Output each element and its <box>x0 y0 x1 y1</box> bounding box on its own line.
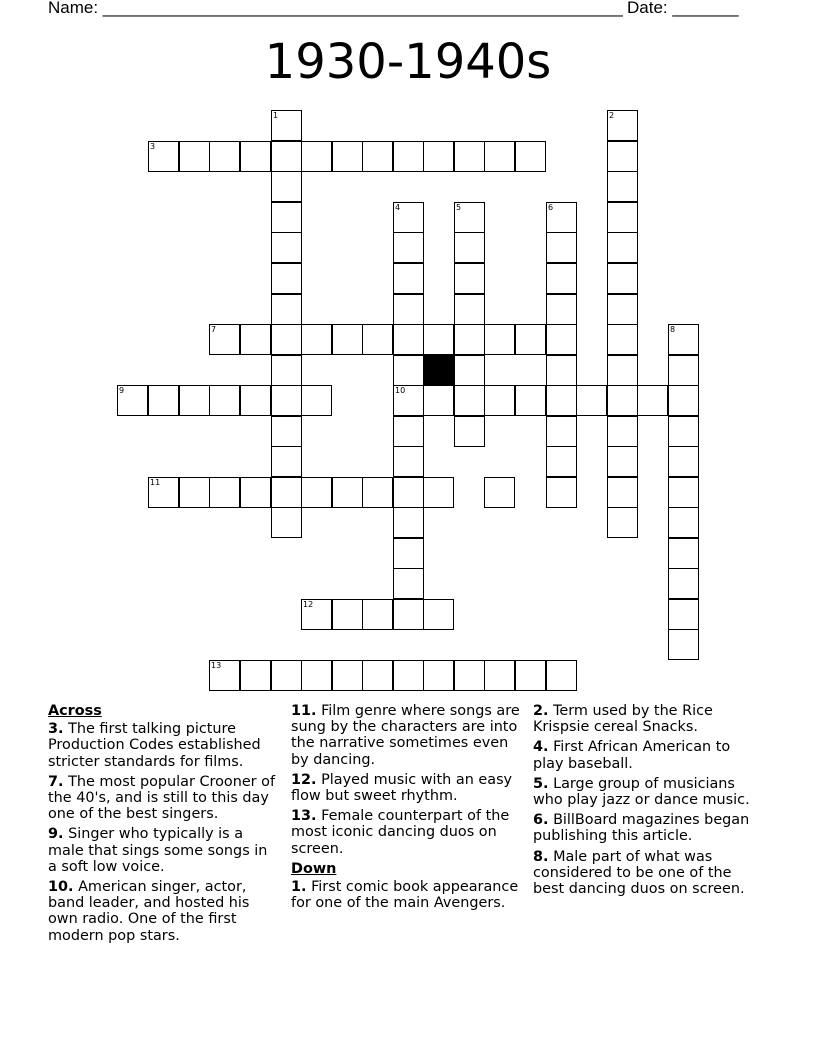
grid-cell[interactable] <box>301 141 332 172</box>
clue-number: 9 <box>119 386 125 395</box>
grid-cell[interactable] <box>607 507 638 538</box>
grid-cell[interactable] <box>668 629 699 660</box>
clue-number: 11 <box>150 478 161 487</box>
grid-cell[interactable] <box>515 324 546 355</box>
grid-cell[interactable] <box>546 202 577 233</box>
grid-cell[interactable] <box>607 416 638 447</box>
grid-cell[interactable] <box>546 232 577 263</box>
clues-column-2 <box>291 703 523 915</box>
grid-cell[interactable] <box>546 416 577 447</box>
grid-cell[interactable] <box>607 385 638 416</box>
grid-cell[interactable] <box>393 294 424 325</box>
grid-cell[interactable] <box>301 324 332 355</box>
grid-cell[interactable] <box>240 141 271 172</box>
grid-cell[interactable] <box>607 202 638 233</box>
grid-cell[interactable] <box>362 599 393 630</box>
grid-cell[interactable] <box>454 232 485 263</box>
grid-cell[interactable] <box>668 355 699 386</box>
grid-cell[interactable] <box>271 232 302 263</box>
clue-across-11: 11. Film genre where songs are sung by the characters are into the narrative sometimes even by dancing. <box>291 703 520 768</box>
grid-cell[interactable] <box>546 294 577 325</box>
grid-cell[interactable] <box>668 446 699 477</box>
grid-cell[interactable] <box>546 355 577 386</box>
grid-cell[interactable] <box>393 446 424 477</box>
grid-cell[interactable] <box>393 324 424 355</box>
grid-cell[interactable] <box>546 263 577 294</box>
grid-cell[interactable] <box>668 538 699 569</box>
clue-across-7: 7. The most popular Crooner of the 40's, and is still to this day one of the best singers. <box>48 773 276 823</box>
grid-cell[interactable] <box>209 477 240 508</box>
clue-across-3: 3. The first talking picture Production Codes established stricter standards for films. <box>48 721 261 770</box>
grid-cell[interactable] <box>484 385 515 416</box>
grid-cell[interactable] <box>271 324 302 355</box>
grid-cell[interactable] <box>607 110 638 141</box>
clue-number: 8 <box>670 325 676 334</box>
grid-cell[interactable] <box>484 477 515 508</box>
grid-cell[interactable] <box>668 507 699 538</box>
grid-cell[interactable] <box>393 507 424 538</box>
grid-cell[interactable] <box>362 324 393 355</box>
grid-cell[interactable] <box>393 202 424 233</box>
grid-cell[interactable] <box>301 477 332 508</box>
clue-number: 1 <box>273 111 279 120</box>
grid-cell[interactable] <box>301 599 332 630</box>
clue-across-9: 9. Singer who typically is a male that sings some songs in a soft low voice. <box>48 826 268 875</box>
grid-cell[interactable] <box>148 477 179 508</box>
grid-cell[interactable] <box>332 477 363 508</box>
clue-number: 7 <box>211 325 217 334</box>
grid-cell[interactable] <box>301 660 332 691</box>
grid-cell[interactable] <box>546 446 577 477</box>
grid-cell[interactable] <box>393 141 424 172</box>
grid-cell[interactable] <box>271 294 302 325</box>
grid-cell[interactable] <box>454 141 485 172</box>
grid-cell[interactable] <box>423 477 454 508</box>
grid-cell[interactable] <box>668 416 699 447</box>
grid-cell[interactable] <box>607 477 638 508</box>
grid-cell[interactable] <box>668 568 699 599</box>
grid-cell[interactable] <box>148 141 179 172</box>
grid-cell[interactable] <box>271 171 302 202</box>
grid-cell[interactable] <box>546 324 577 355</box>
grid-cell[interactable] <box>271 507 302 538</box>
grid-cell[interactable] <box>423 599 454 630</box>
grid-cell[interactable] <box>271 385 302 416</box>
grid-cell[interactable] <box>454 416 485 447</box>
grid-cell[interactable] <box>332 141 363 172</box>
grid-cell[interactable] <box>209 385 240 416</box>
grid-cell[interactable] <box>271 660 302 691</box>
grid-cell[interactable] <box>271 416 302 447</box>
grid-cell[interactable] <box>668 477 699 508</box>
grid-cell[interactable] <box>393 477 424 508</box>
date-label: Date: _______ <box>627 0 739 17</box>
grid-cell[interactable] <box>332 324 363 355</box>
clue-number: 2 <box>609 111 615 120</box>
grid-cell[interactable] <box>607 446 638 477</box>
clue-down-6: 6. BillBoard magazines began publishing this article. <box>533 812 750 845</box>
grid-cell[interactable] <box>484 324 515 355</box>
grid-cell[interactable] <box>546 385 577 416</box>
grid-cell[interactable] <box>271 110 302 141</box>
grid-cell[interactable] <box>546 660 577 691</box>
clue-number: 12 <box>303 600 314 609</box>
clue-number: 5 <box>456 203 462 212</box>
grid-cell[interactable] <box>179 385 210 416</box>
grid-cell[interactable] <box>607 232 638 263</box>
grid-cell[interactable] <box>637 385 668 416</box>
clue-down-2: 2. Term used by the Rice Krispsie cereal Snacks. <box>533 703 713 736</box>
grid-cell[interactable] <box>515 660 546 691</box>
grid-cell[interactable] <box>240 477 271 508</box>
grid-cell[interactable] <box>393 416 424 447</box>
grid-cell[interactable] <box>393 232 424 263</box>
clue-down-8: 8. Male part of what was considered to be one of the best dancing duos on screen. <box>533 848 745 898</box>
grid-cell[interactable] <box>332 660 363 691</box>
clue-number: 3 <box>150 142 156 151</box>
grid-cell[interactable] <box>607 355 638 386</box>
clue-down-1: 1. First comic book appearance for one of the main Avengers. <box>291 879 519 912</box>
grid-cell[interactable] <box>454 324 485 355</box>
grid-cell[interactable] <box>607 171 638 202</box>
grid-cell[interactable] <box>484 141 515 172</box>
clue-down-5: 5. Large group of musicians who play jazz or dance music. <box>533 775 750 809</box>
name-label: Name: _______________________________________________________ <box>48 0 623 17</box>
grid-block <box>423 355 454 386</box>
grid-cell[interactable] <box>362 477 393 508</box>
grid-cell[interactable] <box>271 446 302 477</box>
grid-cell[interactable] <box>515 385 546 416</box>
grid-cell[interactable] <box>454 263 485 294</box>
page-title: 1930-1940s <box>264 34 552 90</box>
grid-cell[interactable] <box>607 324 638 355</box>
grid-cell[interactable] <box>240 660 271 691</box>
clue-down-4: 4. First African American to play baseball. <box>533 739 731 772</box>
grid-cell[interactable] <box>515 141 546 172</box>
grid-cell[interactable] <box>301 385 332 416</box>
clue-across-13: 13. Female counterpart of the most iconic dancing duos on screen. <box>291 808 510 857</box>
grid-cell[interactable] <box>393 355 424 386</box>
grid-cell[interactable] <box>271 141 302 172</box>
grid-cell[interactable] <box>271 202 302 233</box>
grid-cell[interactable] <box>209 660 240 691</box>
grid-cell[interactable] <box>607 263 638 294</box>
grid-cell[interactable] <box>484 660 515 691</box>
across-heading: Across <box>48 703 102 719</box>
grid-cell[interactable] <box>393 263 424 294</box>
grid-cell[interactable] <box>607 141 638 172</box>
clue-number: 4 <box>395 203 401 212</box>
grid-cell[interactable] <box>454 355 485 386</box>
grid-cell[interactable] <box>423 324 454 355</box>
grid-cell[interactable] <box>179 141 210 172</box>
grid-cell[interactable] <box>393 568 424 599</box>
grid-cell[interactable] <box>393 385 424 416</box>
clue-across-12: 12. Played music with an easy flow but sweet rhythm. <box>291 771 513 805</box>
clue-number: 6 <box>548 203 554 212</box>
grid-cell[interactable] <box>668 385 699 416</box>
grid-cell[interactable] <box>454 202 485 233</box>
grid-cell[interactable] <box>454 385 485 416</box>
grid-cell[interactable] <box>668 324 699 355</box>
grid-cell[interactable] <box>240 385 271 416</box>
grid-cell[interactable] <box>393 660 424 691</box>
grid-cell[interactable] <box>362 660 393 691</box>
grid-cell[interactable] <box>423 141 454 172</box>
clues-column-1 <box>48 703 280 948</box>
clues-column-3 <box>533 703 765 901</box>
grid-cell[interactable] <box>576 385 607 416</box>
grid-cell[interactable] <box>209 324 240 355</box>
grid-cell[interactable] <box>179 477 210 508</box>
grid-cell[interactable] <box>271 477 302 508</box>
grid-cell[interactable] <box>271 355 302 386</box>
grid-cell[interactable] <box>332 599 363 630</box>
grid-cell[interactable] <box>393 599 424 630</box>
grid-cell[interactable] <box>423 660 454 691</box>
grid-cell[interactable] <box>209 141 240 172</box>
grid-cell[interactable] <box>117 385 148 416</box>
grid-cell[interactable] <box>271 263 302 294</box>
grid-cell[interactable] <box>393 538 424 569</box>
grid-cell[interactable] <box>668 599 699 630</box>
grid-cell[interactable] <box>423 385 454 416</box>
grid-cell[interactable] <box>454 294 485 325</box>
grid-cell[interactable] <box>362 141 393 172</box>
clue-number: 10 <box>395 386 406 395</box>
grid-cell[interactable] <box>454 660 485 691</box>
grid-cell[interactable] <box>148 385 179 416</box>
clue-number: 13 <box>211 661 222 670</box>
grid-cell[interactable] <box>546 477 577 508</box>
down-heading: Down <box>291 860 337 877</box>
clue-across-10: 10. American singer, actor, band leader, and hosted his own radio. One of the first modern pop stars. <box>48 879 250 944</box>
grid-cell[interactable] <box>240 324 271 355</box>
grid-cell[interactable] <box>607 294 638 325</box>
